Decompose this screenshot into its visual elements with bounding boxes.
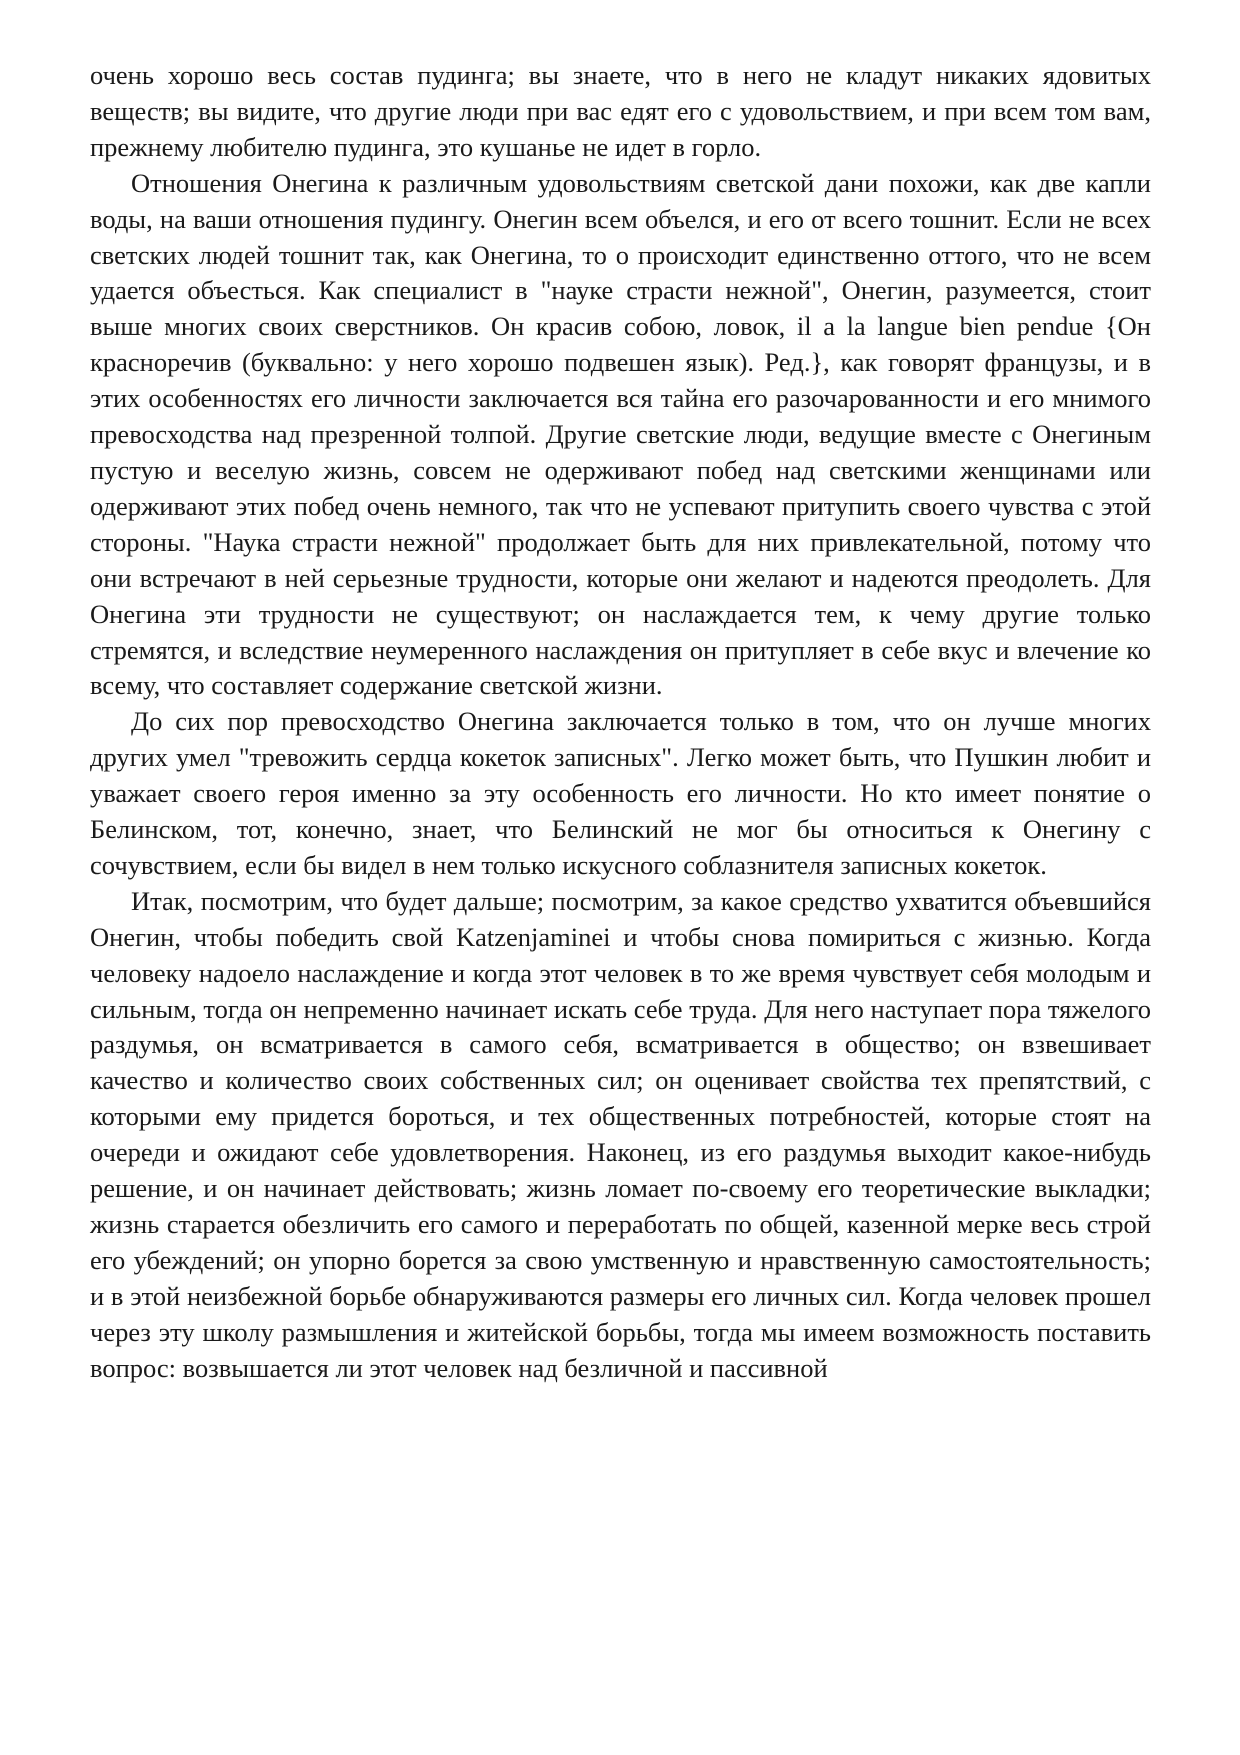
page-text: [90, 58, 1151, 1387]
paragraph-1: очень хорошо весь состав пудинга; вы знаете, что в него не кладут никаких ядовитых веществ; вы видите, что другие люди при вас едят его с удовольствием, и при всем том вам, прежнему любителю пудинга, это кушанье не идет в горло.: [90, 60, 1151, 162]
paragraph-3: До сих пор превосходство Онегина заключается только в том, что он лучше многих других умел "тревожить сердца кокеток записных". Легко может быть, что Пушкин любит и уважает своего героя именно за эту особенность его личности. Но кто имеет понятие о Белинском, тот, конечно, знает, что Белинский не мог бы относиться к Онегину с сочувствием, если бы видел в нем только искусного соблазнителя записных кокеток.: [90, 706, 1151, 880]
paragraph-2: Отношения Онегина к различным удовольствиям светской дани похожи, как две капли воды, на ваши отношения пудингу. Онегин всем объелся, и его от всего тошнит. Если не всех светских людей тошнит так, как Онегина, то о происходит единственно оттого, что не всем удается объесться. Как специалист в "науке страсти нежной", Онегин, разумеется, стоит выше многих своих сверстников. Он красив собою, ловок, il a la langue bien pendue {Он красноречив (буквально: у него хорошо подвешен язык). Ред.}, как говорят французы, и в этих особенностях его личности заключается вся тайна его разочарованности и его мнимого превосходства над презренной толпой. Другие светские люди, ведущие вместе с Онегиным пустую и веселую жизнь, совсем не одерживают побед над светскими женщинами или одерживают этих побед очень немного, так что не успевают притупить своего чувства с этой стороны. "Наука страсти нежной" продолжает быть для них привлекательной, потому что они встречают в ней серьезные трудности, которые они желают и надеются преодолеть. Для Онегина эти трудности не существуют; он наслаждается тем, к чему другие только стремятся, и вследствие неумеренного наслаждения он притупляет в себе вкус и влечение ко всему, что составляет содержание светской жизни.: [90, 167, 1151, 701]
paragraph-4: Итак, посмотрим, что будет дальше; посмотрим, за какое средство ухватится объевшийся Онегин, чтобы победить свой Katzenjaminei и чтобы снова помириться с жизнью. Когда человеку надоело наслаждение и когда этот человек в то же время чувствует себя молодым и сильным, тогда он непременно начинает искать себе труда. Для него наступает пора тяжелого раздумья, он всматривается в самого себя, всматривается в общество; он взвешивает качество и количество своих собственных сил; он оценивает свойства тех препятствий, с которыми ему придется бороться, и тех общественных потребностей, которые стоят на очереди и ожидают себе удовлетворения. Наконец, из его раздумья выходит какое-нибудь решение, и он начинает действовать; жизнь ломает по-своему его теоретические выкладки; жизнь старается обезличить его самого и переработать по общей, казенной мерке весь строй его убеждений; он упорно борется за свою умственную и нравственную самостоятельность; и в этой неизбежной борьбе обнаруживаются размеры его личных сил. Когда человек прошел через эту школу размышления и житейской борьбы, тогда мы имеем возможность поставить вопрос: возвышается ли этот человек над безличной и пассивной: [90, 885, 1151, 1383]
